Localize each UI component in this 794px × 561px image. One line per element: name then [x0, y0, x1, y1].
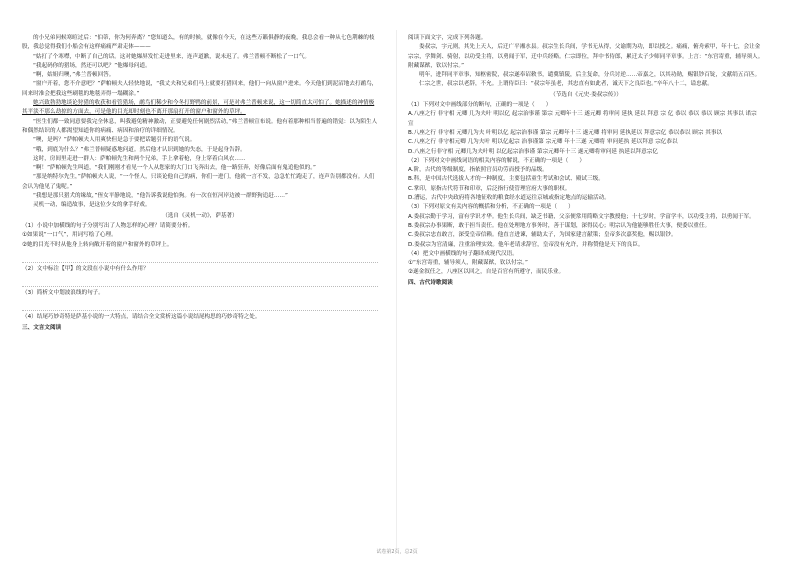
- classical-paragraph: 明年，进拜同平章事，知枢密院，叔宗遂奉诏敕书，谴冀镇陵，后主复命，分兵讨逆……帝嘉之，以其功勋，赐银钞百锭，文献绢五百匹。: [419, 72, 761, 79]
- passage-paragraph: “我起码你的猎场，然还可以吧？”他爆母问道。: [33, 62, 151, 69]
- option-b: B.娄叔宗办事果断，敢于担当责任。他在处理地方事务时，善于谋划，深得民心；明宗认为他能够胜任大事，便委以重任。: [408, 222, 711, 229]
- passage-paragraph: “姑打了个寒噤，中断了自己的话。这对她爆屏发忙走进里来，连声道歉，说未迟了。弗兰普顿不断松了一口气。: [33, 53, 310, 60]
- question-4-item-b: ②遂金叙任之，八座区以回之，自是百官有所遵守，而民乐业。: [408, 269, 565, 276]
- option-a: A.八座之行 非守相 元卿 几为夫叶 明以亿 起宗治事谨 第宗 元卿年十三 遂元卿 将审问 延执 延以 拜意 宗 亿 恭以 恭以 恭以 顾宗 其事以 诺宗 宣: [408, 111, 757, 127]
- question-4: （4）结尾巧妙奇特是萨基小说的一大特点，请结合全文赏析这篇小说结尾构思的巧妙奇特之处。: [22, 314, 261, 321]
- option-d: D.娄叔宗为官清廉，注重治理实效。他年老请求辞官，皇帝没有允许，并称赞他是天下的良臣。: [408, 241, 644, 248]
- classical-paragraph: 娄叔宗，字元则，其先上天人，后迁广平湘水县。叔宗生长兵间，学书无从得，父谕期为功，即以授之。痛痛，俯舟索甲，年十七，会让金宗宗，学舞剑、骑射，以功受主将，以勇闻于军，迁中兵经略。仁宗即位，拜中书侍郎，累迁太子少师同平章事。上言：“东宫寄重，辅导须人。附藏谋猷，钦以付宗。”: [408, 44, 764, 69]
- passage-paragraph: “我想是那只猎犬的缘故，”侄女平静地说，“他告诉我说他怕狗。有一次在恒河岸边被一群野狗追赶……”: [33, 193, 288, 200]
- option-c: C.娄叔宗忠直敢言，深受皇帝信赖。他直言进谏，辅助太子，为国家建言献策；皇帝多次嘉奖他，赐以银钞。: [408, 232, 677, 239]
- question-3: （3）下列对原文有关内容的概括和分析，不正确的一项是（ ）: [408, 204, 574, 211]
- answer-space: [22, 298, 378, 311]
- passage-paragraph: 灵机一动，编造故事，是这位少女的拿手好戏。: [33, 202, 151, 209]
- passage-paragraph: 的小兄弟问候寒暄过后：“伯蒂，你为何奔离？”您知道么，有的时候，就像在今天，在这些万籁俱静的夜晚，我总会看一种从七色荆棘的枝股，我总觉得我们小船会有这样痛痛严肃走体———: [22, 35, 375, 51]
- option-d: D.八座之行非守相 元卿几为夫叶明 以亿起宗治事谨 第宗元卿年十三 遂元卿将审问延 执延以拜意宗亿: [408, 148, 658, 155]
- passage-paragraph: “那是纳特尔先生，”萨帕顿夫人说，“一个怪人，只谈论他自己的病，你们一进门，他就一言不发，急急忙忙跑走了，连声告别都没有。人们会认为他见了鬼呢。”: [22, 174, 375, 190]
- option-a: A.阶，古代的等级制度，指依照官员功劳而授予的品级。: [408, 167, 548, 174]
- reading-intro: 阅读下面文字，完成下列各题。: [408, 35, 487, 41]
- passage-paragraph: “哦，到底为什么？”弗兰普顿疑惑地问道。然后他才认识到她的失态，于是起身告辞。: [33, 146, 246, 153]
- question-1: （1）下列对文中画线部分的断句，正确的一项是（ ）: [408, 102, 552, 109]
- section-heading: 四、古代诗歌阅读: [408, 279, 453, 286]
- question-3: （3）简析文中划波浪线的句子。: [22, 290, 104, 297]
- question-1-item-b: ②她的目光不时从他身上转向敞开着的窗户和窗外的草坪上。: [22, 241, 173, 248]
- passage-paragraph: “啊，姑姐归噢，”弗兰普顿回答。: [33, 72, 115, 79]
- question-2: （2）文中标注【甲】的文段在小说中有什么作用？: [22, 265, 149, 272]
- option-d: D.漕运，古代中央政府将各地征收的粮食经水道运往京城或指定地点的运输活动。: [408, 195, 610, 202]
- question-1-item-a: ①如果说“一口气”，用词写绘了心理。: [22, 232, 117, 239]
- right-column: [408, 34, 764, 288]
- passage-source: （选自《灵机一动》，萨基著）: [162, 212, 238, 219]
- question-4-item-a: ①“东宫寄重，辅导须人，附藏谋猷，钦以付宗。”: [408, 260, 528, 267]
- question-1: （1）小说中加横线的句子分别写出了人物怎样的心理？请简要分析。: [22, 222, 194, 229]
- passage-paragraph: “啊！”萨帕顿先生叫道，“我们刚刚才看见一个人从您家的大门口飞奔出去，他一路狂奔，好像后面有鬼追他似的。”: [33, 165, 316, 172]
- page-footer: 试卷第2页，总2页: [376, 549, 418, 555]
- question-2: （2）下列对文中画线词语的相关内容的解说，不正确的一项是（ ）: [408, 157, 585, 164]
- section-heading: 三、文言文阅读: [22, 324, 62, 331]
- classical-source: （节选自《元史·娄叔宗传》）: [550, 91, 622, 98]
- answer-space: [22, 250, 378, 263]
- classical-paragraph: 仁宗之世，叔宗以老辞，不允。上谓侍臣曰：“叔宗年虽老，其忠直有如此者，诚天下之良臣也。”卒年八十二，谥忠献。: [419, 81, 713, 88]
- option-c: C.掌印，原指古代符节和印章，后泛指行使管理官府大事的职权。: [408, 185, 571, 192]
- question-4: （4）把文中画横线的句子翻译成现代汉语。: [408, 250, 518, 257]
- answer-space: [22, 274, 378, 287]
- left-column: [22, 34, 378, 333]
- option-c: C.八座之行 非守相元卿 几为夫叶 明以亿起宗 治事谨第 宗元卿 年十三遂 元卿将 审问延执 延以拜意 宗亿恭以: [408, 139, 678, 146]
- underlined-paragraph: 她兴致勃勃地谈论狩猎的收获和看管猎场，鹬鸟们稀少和今冬打野鸭的前景，可是对弗兰普顿来说，这一切简直太可怕了。她描述的神情极其平淡不那么劫掠的方面去，可是他的目光却时刻也不离开那扇打开的窗户和窗外的草坪。: [22, 100, 375, 116]
- option-b: B.科，是中国古代选拔人才的一种制度，主要包括童生考试和会试、殿试三级。: [408, 176, 604, 183]
- passage-paragraph: “噢，是吗？”萨帕顿夫人用爽快但是急于要把话题引开的语气说。: [33, 137, 196, 144]
- passage-paragraph: “医生们都一致同意要我完全休息，叫我避免精神激动，正要避免任何剧烈活动，”弗兰普顿宣布说。他有着那种相当普遍的错觉：以为陌生人和偶然结识的人都渴望知道你的病痛、病因和治疗的详细情况。: [22, 118, 378, 134]
- option-a: A.娄叔宗勤于学习，富有学识才华。他生长兵间，缺乏书籍，父亲便常用简略文字教授他；十七岁时，学富学丰，以功受主将，以勇闻于军。: [408, 213, 755, 220]
- passage-paragraph: “窗户开着，您不介意吧？”萨帕顿夫人轻快地说，“我丈夫和兄弟们马上就要打猎回来，他们一向从窗户进来。今天他们到泥沼地去打鹬鸟，回来时准会把我这些刷毯的地毯弄得一塌糊涂。”: [22, 81, 378, 97]
- passage-paragraph: 这时，房间里走进一群人：萨帕顿先生和两个兄弟，手上拿着枪，身上穿着白风衣……: [33, 155, 246, 162]
- column-divider: [396, 30, 397, 550]
- option-b: B.八座之行 非守相 元卿几为夫 叶明以亿 起宗治事谨 第宗 元卿年十三 遂元卿 将审问 延执延以 拜意宗亿 恭以恭以 顾宗 其事以: [408, 129, 723, 136]
